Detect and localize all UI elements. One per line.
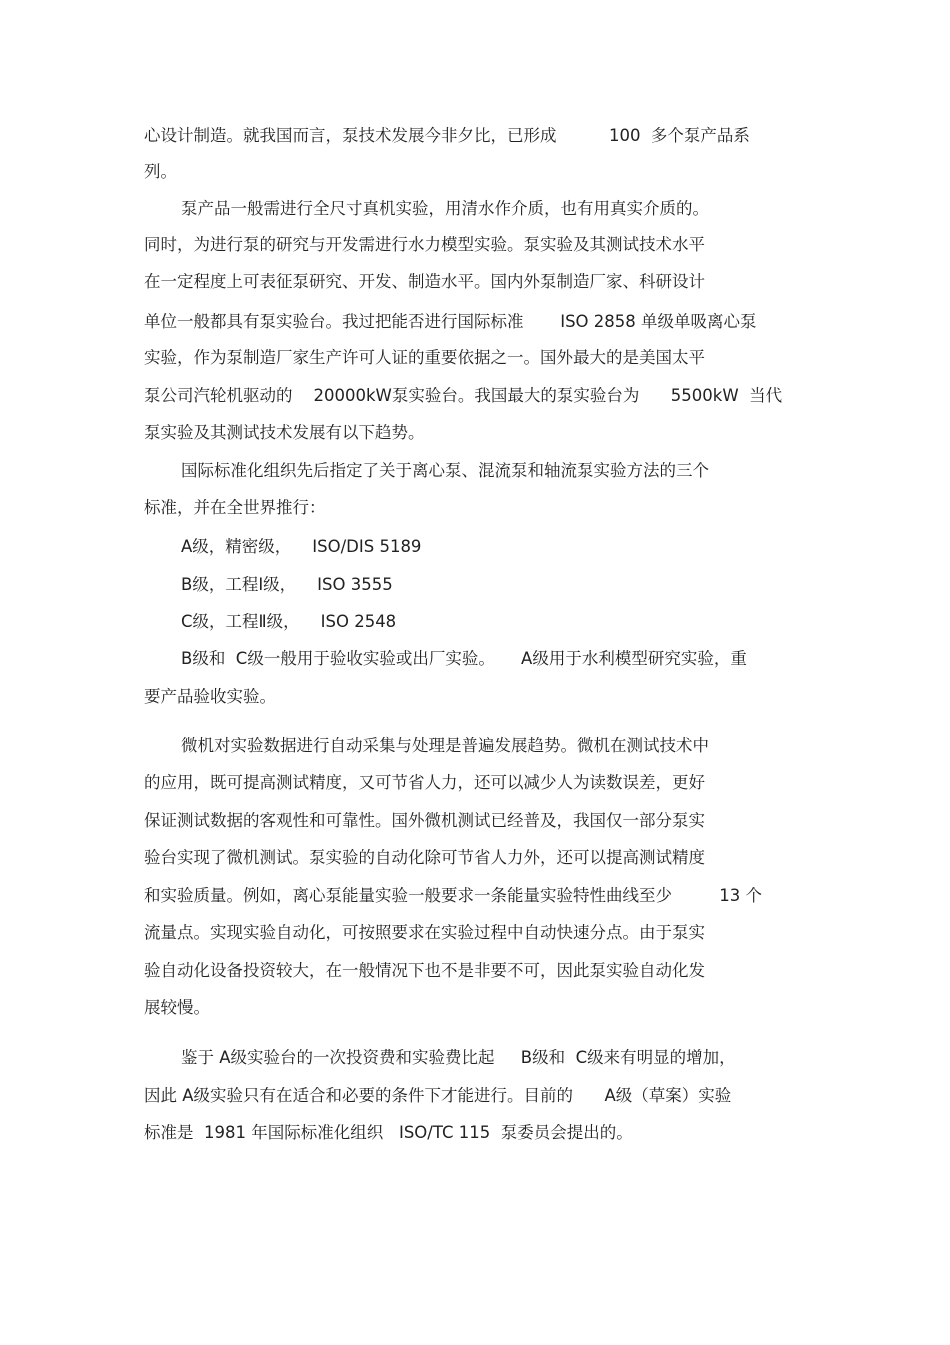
paragraph-line: 和实验质量。例如，离心泵能量实验一般要求一条能量实验特性曲线至少 13 个 <box>144 886 762 905</box>
paragraph-line: 在一定程度上可表征泵研究、开发、制造水平。国内外泵制造厂家、科研设计 <box>144 272 705 291</box>
paragraph-line: 单位一般都具有泵实验台。我过把能否进行国际标准 ISO 2858 单级单吸离心泵 <box>144 312 757 331</box>
list-item: C级，工程Ⅱ级， ISO 2548 <box>181 612 397 631</box>
paragraph-line: 的应用，既可提高测试精度，又可节省人力，还可以减少人为读数误差，更好 <box>144 773 705 792</box>
paragraph-line: 因此 A级实验只有在适合和必要的条件下才能进行。目前的 A级（草案）实验 <box>144 1086 732 1105</box>
list-item: A级，精密级， ISO/DIS 5189 <box>181 537 422 556</box>
paragraph-line: 心设计制造。就我国而言，泵技术发展今非夕比，已形成 100 多个泵产品系 <box>144 126 750 145</box>
paragraph-line: 泵公司汽轮机驱动的 20000kW泵实验台。我国最大的泵实验台为 5500kW 当代 <box>144 386 783 405</box>
paragraph-line: 微机对实验数据进行自动采集与处理是普遍发展趋势。微机在测试技术中 <box>181 736 709 755</box>
paragraph-line: 鉴于 A级实验台的一次投资费和实验费比起 B级和 C级来有明显的增加， <box>181 1048 736 1067</box>
paragraph-line: 同时，为进行泵的研究与开发需进行水力模型实验。泵实验及其测试技术水平 <box>144 235 705 254</box>
paragraph-line: 展较慢。 <box>144 998 210 1017</box>
paragraph-line: 实验，作为泵制造厂家生产许可人证的重要依据之一。国外最大的是美国太平 <box>144 348 705 367</box>
paragraph-line: 列。 <box>144 162 177 181</box>
paragraph-line: B级和 C级一般用于验收实验或出厂实验。 A级用于水利模型研究实验，重 <box>181 649 747 668</box>
paragraph-line: 泵产品一般需进行全尺寸真机实验，用清水作介质，也有用真实介质的。 <box>181 199 709 218</box>
paragraph-line: 验自动化设备投资较大，在一般情况下也不是非要不可，因此泵实验自动化发 <box>144 961 705 980</box>
paragraph-line: 保证测试数据的客观性和可靠性。国外微机测试已经普及，我国仅一部分泵实 <box>144 811 705 830</box>
paragraph-line: 验台实现了微机测试。泵实验的自动化除可节省人力外，还可以提高测试精度 <box>144 848 705 867</box>
paragraph-line: 标准是 1981 年国际标准化组织 ISO/TC 115 泵委员会提出的。 <box>144 1123 633 1142</box>
paragraph-line: 泵实验及其测试技术发展有以下趋势。 <box>144 423 425 442</box>
paragraph-line: 标准，并在全世界推行： <box>144 498 326 517</box>
paragraph-line: 国际标准化组织先后指定了关于离心泵、混流泵和轴流泵实验方法的三个 <box>181 461 709 480</box>
paragraph-line: 流量点。实现实验自动化，可按照要求在实验过程中自动快速分点。由于泵实 <box>144 923 705 942</box>
list-item: B级，工程Ⅰ级， ISO 3555 <box>181 575 393 594</box>
paragraph-line: 要产品验收实验。 <box>144 687 276 706</box>
